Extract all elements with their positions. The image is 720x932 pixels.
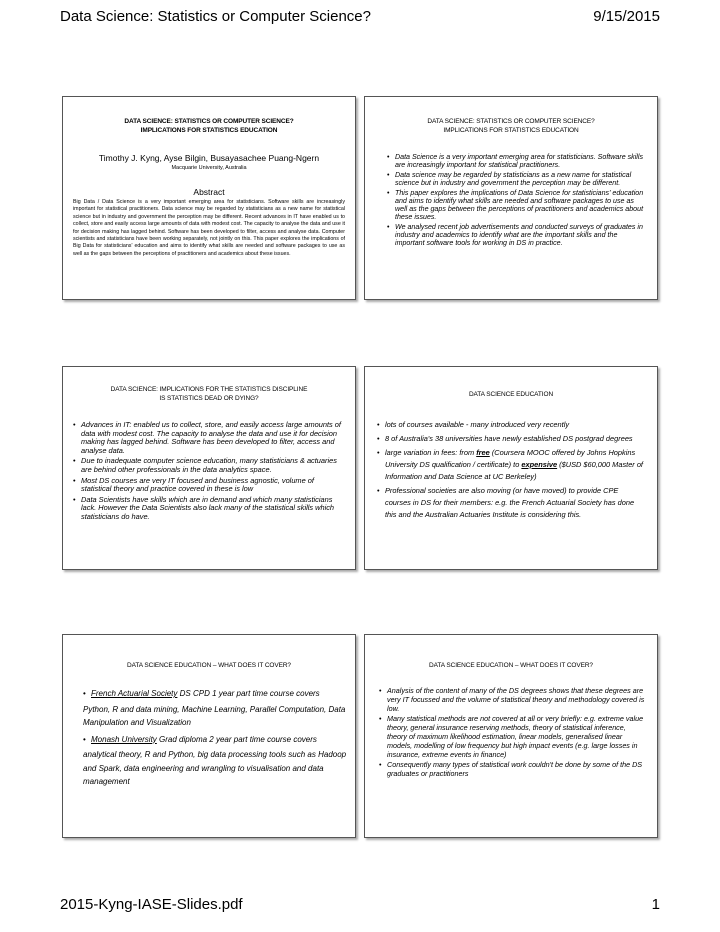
bullet-item: • Consequently many types of statistical work couldn't be done by some of the DS graduates or practitioners [379, 761, 647, 779]
slide-3 [62, 366, 356, 570]
affiliation: Macquarie University, Australia [171, 165, 247, 171]
bullet-item [83, 687, 347, 701]
bullet-list [379, 687, 647, 781]
slide-1 [62, 96, 356, 300]
bullet-item: • Due to inadequate computer science education, many statisticians & actuaries are behind other professionals in the data analytics space. [73, 457, 345, 474]
bullet-item [83, 733, 347, 747]
bullet-item: • Many statistical methods are not covered at all or very briefly: e.g. extreme value theory, general insurance reserving methods, theory of statistical inference, theory of maximum likelihood estimation, linear models, generalised linear models, modelling of low frequency but high impact events (e.g. large losses in insurance, extreme events in finance) [379, 715, 647, 759]
slide-title: DATA SCIENCE EDUCATION [468, 391, 554, 398]
french-actuarial-society-link[interactable]: French Actuarial Society [91, 689, 178, 698]
course-content: analytical theory, R and Python, big data processing tools such as Hadoop and Spark, data engineering and wrangling to visualisation and data management [83, 750, 347, 786]
footer-filename: 2015-Kyng-IASE-Slides.pdf [60, 896, 243, 913]
bullet-item: • lots of courses available - many introduced very recently [377, 419, 645, 431]
abstract-text: Big Data / Data Science is a very important emerging area for statisticians. Software skills are increasingly important for statistical practitioners. Data science may be regarded by statisticians as a new name for statistical science but in industry and government the perception may be different. Recent advances in IT have enabled us to collect, store and easily access large amounts of data with modest cost. The capacity to analyse the data and use it for decision making has lagged behind. Software has been developed to filter, access and analyse data. Computer scientists and statisticians have been working separately, not jointly on this. This paper explores the implications of Big Data for statisticians' education and aims to identify what skills are needed and software packages to use as well as the gaps between the perceptions of practitioners and academics about these issues. [73, 199, 345, 257]
document-title: Data Science: Statistics or Computer Science? [60, 8, 371, 25]
slide-5 [62, 634, 356, 838]
slide-6 [364, 634, 658, 838]
slide-title-line-1: DATA SCIENCE: IMPLICATIONS FOR THE STATISTICS DISCIPLINE [110, 386, 308, 393]
slide-title-line-2: IMPLICATIONS FOR STATISTICS EDUCATION [140, 127, 278, 134]
bullet-item: • Professional societies are also moving (or have moved) to provide CPE courses in DS for their members: e.g. the French Actuarial Society has done this and the Australian Actuaries Institute is considering this. [377, 485, 645, 521]
course-list [83, 687, 347, 792]
bullet-item: • Analysis of the content of many of the DS degrees shows that these degrees are very IT focussed and the volume of statistical theory and methodology covered is low. [379, 687, 647, 713]
slide-4 [364, 366, 658, 570]
bullet-item: • Data science may be regarded by statisticians as a new name for statistical science but in industry and government the perception may be different. [387, 171, 645, 187]
bullet-item: • This paper explores the implications of Data Science for statisticians' education and aims to identify what skills are needed and software packages to use as well as the gaps between the perceptions of practitioners and academics about these issues. [387, 189, 645, 221]
expensive-emphasis: expensive [521, 460, 558, 469]
course-desc: Grad diploma 2 year part time course covers [156, 734, 317, 744]
bullet-list [387, 153, 645, 249]
slide-title-line-2: IS STATISTICS DEAD OR DYING? [159, 395, 259, 402]
bullet-item [377, 447, 645, 483]
bullet-item: • Data Science is a very important emerging area for statisticians. Software skills are increasingly important for statistical practitioners. [387, 153, 645, 169]
abstract-heading: Abstract [193, 187, 225, 197]
slide-title: DATA SCIENCE EDUCATION – WHAT DOES IT COVER? [429, 662, 593, 669]
bullet-item: • We analysed recent job advertisements and conducted surveys of graduates in industry and academics to identify what are the important skills and the important software tools for working in DS in practice. [387, 223, 645, 247]
slide-2 [364, 96, 658, 300]
fee-text: ($USD $60,000 Master of Information and Data Science at UC Berkeley) [385, 460, 643, 481]
slide-title [373, 117, 649, 135]
monash-university-link[interactable]: Monash University [91, 734, 157, 744]
document-date: 9/15/2015 [593, 8, 660, 25]
slide-title [71, 117, 347, 135]
fee-text: (Coursera MOOC offered by Johns Hopkins University DS qualification / certificate) to [385, 448, 636, 469]
bullet-item: • Advances in IT: enabled us to collect, store, and easily access large amounts of data with modest cost. The capacity to analyse the data and use it for decision making has lagged behind. Software has been developed to filter, access and analyse data. [73, 421, 345, 455]
authors: Timothy J. Kyng, Ayse Bilgin, Busayasachee Puang-Ngern [98, 153, 320, 163]
bullet-item: • 8 of Australia's 38 universities have newly established DS postgrad degrees [377, 433, 645, 445]
bullet-list [377, 419, 645, 523]
footer-page-number: 1 [651, 896, 660, 913]
course-desc: DS CPD 1 year part time course covers [177, 689, 320, 698]
slide-title: DATA SCIENCE EDUCATION – WHAT DOES IT COVER? [127, 662, 291, 669]
course-content: Python, R and data mining, Machine Learning, Parallel Computation, Data Manipulation and Visualization [83, 704, 346, 727]
slide-title [71, 385, 347, 403]
fee-text: large variation in fees: from [385, 448, 477, 457]
slide-title-line-2: IMPLICATIONS FOR STATISTICS EDUCATION [443, 127, 579, 134]
slide-title-line-1: DATA SCIENCE: STATISTICS OR COMPUTER SCIENCE? [427, 118, 595, 125]
slide-title-line-1: DATA SCIENCE: STATISTICS OR COMPUTER SCIENCE? [124, 118, 294, 125]
bullet-item: • Most DS courses are very IT focused and business agnostic, volume of statistical theory and practice covered in these is low [73, 477, 345, 494]
bullet-item: • Data Scientists have skills which are in demand and which many statisticians lack. However the Data Scientists also lack many of the statistical skills which statisticians do have. [73, 496, 345, 522]
free-emphasis: free [476, 448, 490, 457]
bullet-list [73, 421, 345, 524]
